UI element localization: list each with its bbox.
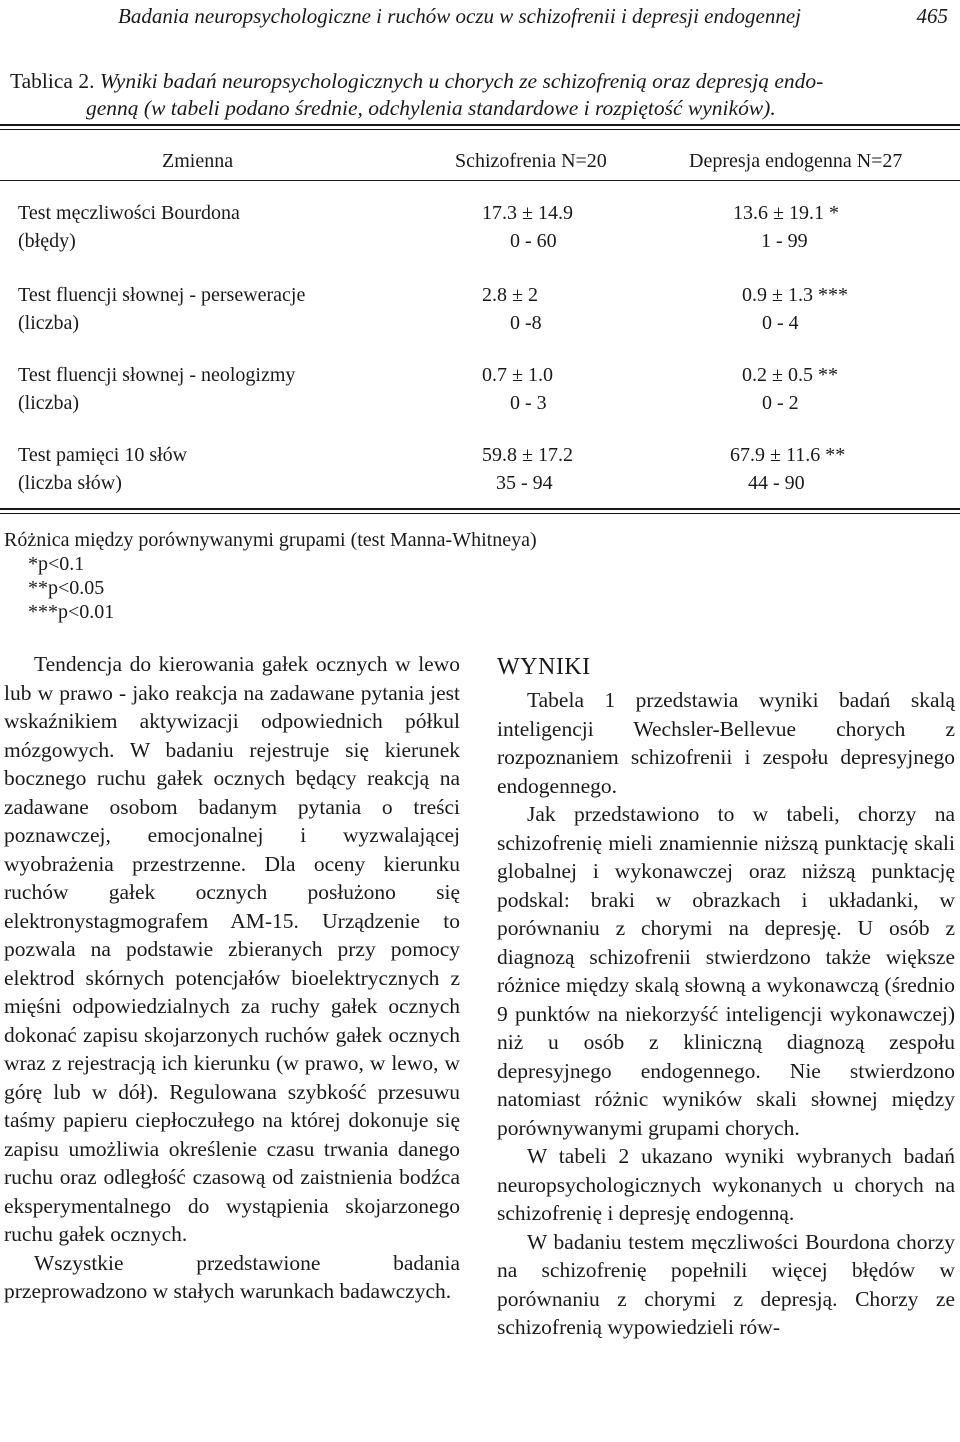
row-sublabel: (błędy) — [18, 230, 76, 252]
row-sublabel: (liczba) — [18, 392, 80, 414]
paragraph: Jak przedstawiono to w tabeli, chorzy na schizofrenię mieli znamiennie niższą punktację skali globalnej i wykonawczej oraz niższą punktację podskal: braki w obrazkach i układanki, w porównaniu z chorymi na depresję. U osób z diagnozą schizofrenii stwierdzono także większe różnice między skalą słowną a wykonawczą (średnio 9 punktów na niekorzyść inteligencji wykonawczej) niż u osób z kliniczną diagnozą zespołu depresyjnego endogennego. Nie stwierdzono natomiast różnic wyników skali słownej między porównywanymi grupami chorych. — [497, 802, 955, 1140]
depression-range: 44 - 90 — [748, 472, 805, 494]
table-footnotes — [4, 528, 537, 624]
footnote-significance: *p<0.1 — [28, 553, 85, 575]
depression-range: 1 - 99 — [761, 230, 808, 252]
table-bottom-rule-inner — [0, 513, 960, 514]
left-text-column — [4, 650, 460, 1306]
column-header-depression: Depresja endogenna N=27 — [689, 150, 903, 172]
paragraph: Tabela 1 przedstawia wyniki badań skalą inteligencji Wechsler-Bellevue chorych z rozpoznaniem schizofrenii i zespołu depresyjnego endogennego. — [497, 688, 955, 798]
footnote-title: Różnica między porównywanymi grupami (test Manna-Whitneya) — [4, 529, 537, 551]
page-number: 465 — [916, 4, 948, 28]
schizophrenia-mean-sd: 59.8 ± 17.2 — [482, 444, 573, 466]
depression-mean-sd: 0.9 ± 1.3 *** — [742, 284, 848, 306]
paragraph: W badaniu testem męczliwości Bourdona chorzy na schizofrenię popełnili więcej błędów w porównaniu z chorymi z depresją. Chorzy ze schizofrenią wypowiedzieli rów- — [497, 1229, 955, 1339]
row-label: Test męczliwości Bourdona — [18, 202, 240, 224]
paragraph: Wszystkie przedstawione badania przeprowadzono w stałych warunkach badawczych. — [4, 1250, 460, 1303]
schizophrenia-range: 0 -8 — [510, 312, 542, 334]
schizophrenia-mean-sd: 17.3 ± 14.9 — [482, 202, 573, 224]
footnote-significance: ***p<0.01 — [28, 601, 115, 623]
table-bottom-rule — [0, 508, 960, 510]
paragraph: Tendencja do kierowania gałek ocznych w lewo lub w prawo - jako reakcja na zadawane pytania jest wskaźnikiem aktywizacji odpowiednich półkul mózgowych. W badaniu rejestruje się kierunek bocznego ruchu gałek ocznych będący reakcją na zadawane osobom badanym pytania o treści poznawczej, emocjonalnej i wyzwalającej wyobrażenia przestrzenne. Dla oceny kierunku ruchów gałek ocznych posłużono się elektronystagmografem AM-15. Urządzenie to pozwala na podstawie zbieranych przy pomocy elektrod skórnych potencjałów bioelektrycznych z mięśni odpowiedzialnych za ruchy gałek ocznych dokonać zapisu skojarzonych ruchów gałek ocznych wraz z rejestracją ich kierunku (w prawo, w lewo, w górę lub w dół). Regulowana szybkość przesuwu taśmy papieru ciepłoczułego na której dokonuje się zapisu umożliwia określenie czasu trwania danego ruchu oraz odległość czasową od zaistnienia bodźca eksperymentalnego do wystąpienia skojarzonego ruchu gałek ocznych. — [4, 652, 460, 1246]
depression-mean-sd: 67.9 ± 11.6 ** — [730, 444, 846, 466]
row-label: Test fluencji słownej - perseweracje — [18, 284, 306, 306]
depression-range: 0 - 4 — [762, 312, 799, 334]
depression-range: 0 - 2 — [762, 392, 799, 414]
depression-mean-sd: 13.6 ± 19.1 * — [733, 202, 839, 224]
table-caption-text-line-2: genną (w tabeli podano średnie, odchylenia standardowe i rozpiętość wyników). — [86, 96, 776, 120]
section-heading: WYNIKI — [497, 654, 591, 680]
row-label: Test pamięci 10 słów — [18, 444, 188, 466]
row-label: Test fluencji słownej - neologizmy — [18, 364, 296, 386]
column-header-variable: Zmienna — [162, 150, 234, 172]
row-sublabel: (liczba słów) — [18, 472, 122, 494]
schizophrenia-mean-sd: 0.7 ± 1.0 — [482, 364, 553, 386]
table-top-rule-inner — [0, 129, 960, 130]
schizophrenia-range: 35 - 94 — [496, 472, 553, 494]
running-title: Badania neuropsychologiczne i ruchów oczu w schizofrenii i depresji endogennej — [118, 4, 801, 28]
right-text-column — [497, 650, 955, 1342]
paragraph: W tabeli 2 ukazano wyniki wybranych badań neuropsychologicznych wykonanych u chorych na schizofrenię i depresję endogenną. — [497, 1144, 955, 1225]
column-header-schizophrenia: Schizofrenia N=20 — [455, 150, 607, 172]
table-caption-text-line-1: Wyniki badań neuropsychologicznych u chorych ze schizofrenią oraz depresją endo- — [99, 69, 824, 93]
table-caption-lead: Tablica 2. — [10, 69, 95, 93]
row-sublabel: (liczba) — [18, 312, 80, 334]
footnote-significance: **p<0.05 — [28, 577, 105, 599]
table-caption — [10, 68, 950, 122]
schizophrenia-range: 0 - 60 — [510, 230, 557, 252]
schizophrenia-range: 0 - 3 — [510, 392, 547, 414]
depression-mean-sd: 0.2 ± 0.5 ** — [742, 364, 838, 386]
schizophrenia-mean-sd: 2.8 ± 2 — [482, 284, 538, 306]
table-top-rule — [0, 124, 960, 126]
table-header-rule — [0, 180, 960, 181]
